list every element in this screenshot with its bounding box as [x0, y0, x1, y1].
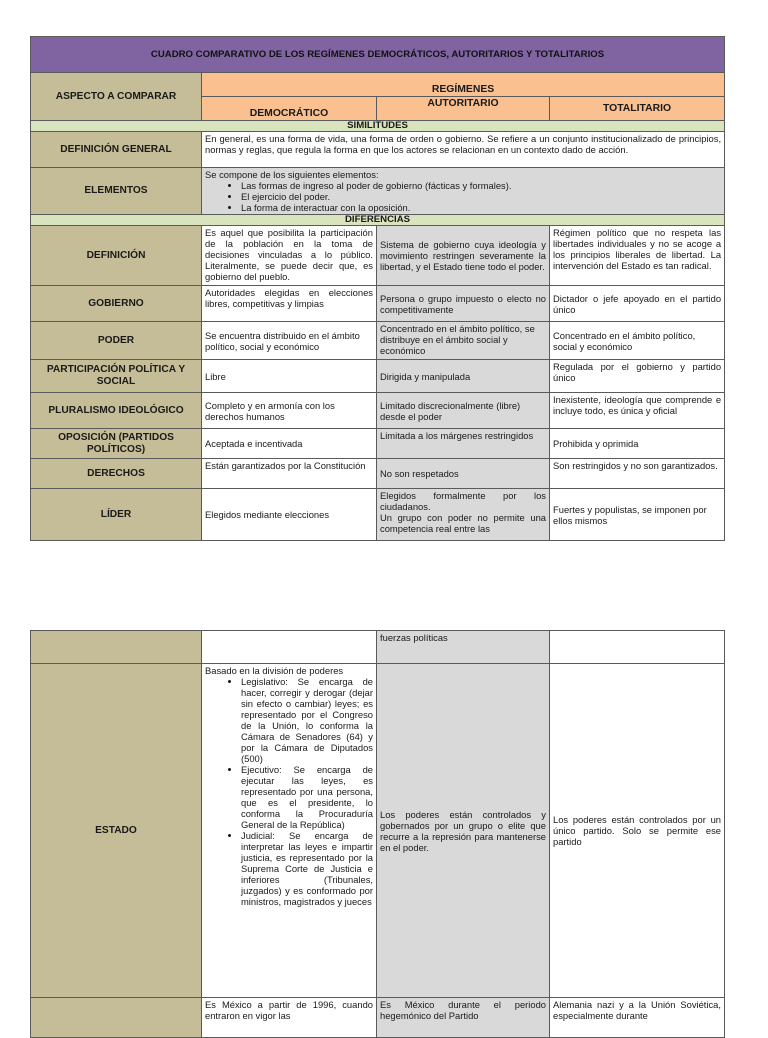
- totalitarian-cell: Fuertes y populistas, se imponen por ellos mismos: [550, 489, 725, 541]
- table-row: [31, 489, 725, 541]
- list-item: • Legislativo: Se encarga de hacer, corregir y derogar (dejar sin efecto o cambiar) leyes; es representado por el Congreso de la Unión, lo conforma la Cámara de Senadores (64) y por la Cámara de Diputados (500): [241, 676, 373, 764]
- totalitarian-cell: Prohibida y oprimida: [550, 429, 725, 459]
- table-row: [31, 360, 725, 393]
- democratic-cell: Es México a partir de 1996, cuando entraron en vigor las: [202, 998, 377, 1038]
- similitudes-band: SIMILITUDES: [31, 121, 725, 132]
- aspect-header: ASPECTO A COMPARAR: [31, 73, 202, 121]
- democratic-cell: Libre: [202, 360, 377, 393]
- regimes-header: REGÍMENES: [202, 73, 725, 97]
- comparison-table: [30, 36, 725, 541]
- row-label-elementos: ELEMENTOS: [31, 168, 202, 215]
- totalitarian-cell: Son restringidos y no son garantizados.: [550, 459, 725, 489]
- democratic-cell: Completo y en armonía con los derechos humanos: [202, 393, 377, 429]
- estado-intro: Basado en la división de poderes: [205, 665, 344, 676]
- democratic-header: DEMOCRÁTICO: [202, 97, 377, 121]
- authoritarian-cell: Dirigida y manipulada: [377, 360, 550, 393]
- totalitarian-cell: [550, 631, 725, 664]
- list-item: • Las formas de ingreso al poder de gobierno (fácticas y formales).: [241, 180, 721, 191]
- authoritarian-cell: No son respetados: [377, 459, 550, 489]
- authoritarian-cell: Limitado discrecionalmente (libre) desde el poder: [377, 393, 550, 429]
- totalitarian-cell: Regulada por el gobierno y partido único: [550, 360, 725, 393]
- democratic-cell: Se encuentra distribuido en el ámbito político, social y económico: [202, 322, 377, 360]
- row-label: DEFINICIÓN: [31, 226, 202, 286]
- authoritarian-cell: Elegidos formalmente por los ciudadanos. Un grupo con poder no permite una competencia real entre las: [377, 489, 550, 541]
- democratic-cell: Autoridades elegidas en elecciones libres, competitivas y limpias: [202, 286, 377, 322]
- authoritarian-cell: Persona o grupo impuesto o electo no competitivamente: [377, 286, 550, 322]
- row-label: LÍDER: [31, 489, 202, 541]
- row-label-estado: ESTADO: [31, 664, 202, 998]
- totalitarian-cell: Concentrado en el ámbito político, social y económico: [550, 322, 725, 360]
- list-item: • Judicial: Se encarga de interpretar las leyes e impartir justicia, es representado por la Suprema Corte de Justicia e inferiores (Tribunales, juzgados) y es conformado por ministros, magistrados y jueces: [241, 830, 373, 907]
- totalitarian-cell: Dictador o jefe apoyado en el partido único: [550, 286, 725, 322]
- table-row: [31, 393, 725, 429]
- totalitarian-header: TOTALITARIO: [550, 97, 725, 121]
- authoritarian-cell: Es México durante el periodo hegemónico del Partido: [377, 998, 550, 1038]
- diferencias-band: DIFERENCIAS: [31, 215, 725, 226]
- row-label: DERECHOS: [31, 459, 202, 489]
- estado-democratic-cell: [202, 664, 377, 998]
- table-page-2: [30, 630, 724, 1038]
- totalitarian-cell: Alemania nazi y a la Unión Soviética, especialmente durante: [550, 998, 725, 1038]
- table-row: [31, 459, 725, 489]
- list-item: • La forma de interactuar con la oposición.: [241, 202, 721, 213]
- table-row: [31, 998, 725, 1038]
- authoritarian-header: AUTORITARIO: [377, 97, 550, 121]
- table-row: [31, 286, 725, 322]
- authoritarian-cell: fuerzas políticas: [377, 631, 550, 664]
- democratic-cell: Elegidos mediante elecciones: [202, 489, 377, 541]
- definicion-general-text: En general, es una forma de vida, una forma de orden o gobierno. Se refiere a un conjunto institucionalizado de principios, normas y reglas, que regula la forma en que los actores se relacionan en un contexto dado de acción.: [202, 132, 725, 168]
- table-row: [31, 664, 725, 998]
- democratic-cell: [202, 631, 377, 664]
- table-row: [31, 322, 725, 360]
- table-title: CUADRO COMPARATIVO DE LOS REGÍMENES DEMOCRÁTICOS, AUTORITARIOS Y TOTALITARIOS: [31, 37, 725, 73]
- authoritarian-cell: Concentrado en el ámbito político, se distribuye en el ámbito social y económico: [377, 322, 550, 360]
- table-row: [31, 631, 725, 664]
- row-label-empty: [31, 998, 202, 1038]
- democratic-cell: Es aquel que posibilita la participación de la población en la toma de decisiones vinculadas a lo público. Literalmente, se puede decir que, es gobierno del pueblo.: [202, 226, 377, 286]
- estado-authoritarian-cell: Los poderes están controlados y gobernados por un grupo o elite que recurre a la represión para mantenerse en el poder.: [377, 664, 550, 998]
- list-item: • El ejercicio del poder.: [241, 191, 721, 202]
- elementos-intro: Se compone de los siguientes elementos:: [205, 169, 379, 180]
- row-label: PLURALISMO IDEOLÓGICO: [31, 393, 202, 429]
- row-label: PODER: [31, 322, 202, 360]
- row-label-empty: [31, 631, 202, 664]
- authoritarian-cell: Sistema de gobierno cuya ideología y movimiento restringen severamente la libertad, y el Estado tiene todo el poder.: [377, 226, 550, 286]
- row-label: PARTICIPACIÓN POLÍTICA Y SOCIAL: [31, 360, 202, 393]
- table-row: [31, 429, 725, 459]
- comparison-table-continued: [30, 630, 725, 1038]
- table-row: [31, 226, 725, 286]
- row-label: OPOSICIÓN (PARTIDOS POLÍTICOS): [31, 429, 202, 459]
- list-item: • Ejecutivo: Se encarga de ejecutar las leyes, es representado por una persona, que es el presidente, lo conforma la Procuraduría General de la República): [241, 764, 373, 830]
- row-label-definicion-general: DEFINICIÓN GENERAL: [31, 132, 202, 168]
- elementos-list: [205, 180, 721, 213]
- democratic-cell: Están garantizados por la Constitución: [202, 459, 377, 489]
- democratic-cell: Aceptada e incentivada: [202, 429, 377, 459]
- elementos-cell: [202, 168, 725, 215]
- estado-totalitarian-cell: Los poderes están controlados por un único partido. Solo se permite ese partido: [550, 664, 725, 998]
- totalitarian-cell: Inexistente, ideología que comprende e incluye todo, es única y oficial: [550, 393, 725, 429]
- authoritarian-cell: Limitada a los márgenes restringidos: [377, 429, 550, 459]
- table-page-1: [30, 36, 724, 541]
- estado-list: [205, 676, 373, 907]
- totalitarian-cell: Régimen político que no respeta las libertades individuales y no se acoge a los principios liberales de libertad. La intervención del Estado es tan radical.: [550, 226, 725, 286]
- row-label: GOBIERNO: [31, 286, 202, 322]
